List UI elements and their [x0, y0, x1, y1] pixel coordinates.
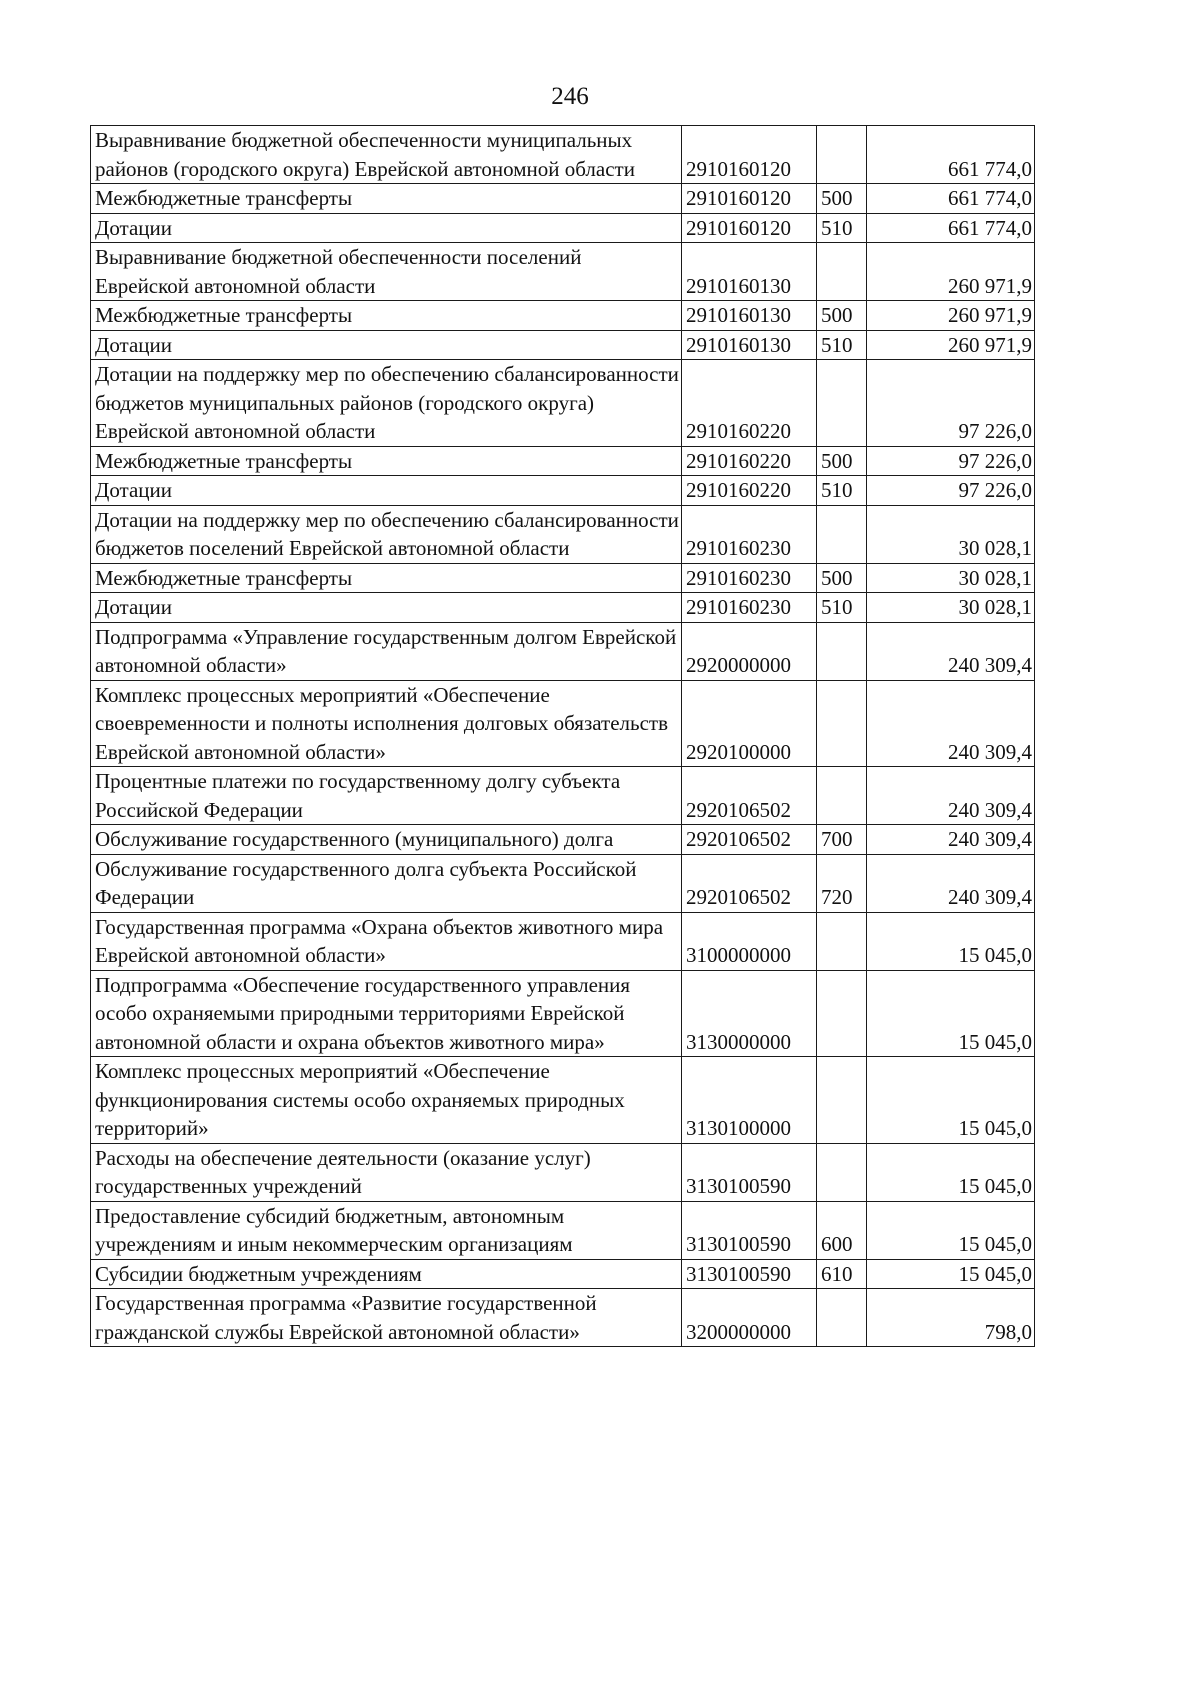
cell-name: Дотации на поддержку мер по обеспечению сбалансированности бюджетов поселений Еврейской автономной области: [91, 505, 682, 563]
cell-expense-type-code: [817, 680, 867, 767]
cell-amount: 240 309,4: [867, 622, 1035, 680]
cell-expense-type-code: [817, 1143, 867, 1201]
cell-expense-type-code: 700: [817, 825, 867, 855]
cell-amount: 15 045,0: [867, 1143, 1035, 1201]
table-row: [91, 301, 1035, 331]
cell-target-article-code: 2910160120: [682, 213, 817, 243]
table-row: [91, 126, 1035, 184]
cell-amount: 260 971,9: [867, 243, 1035, 301]
cell-name: Дотации: [91, 213, 682, 243]
cell-expense-type-code: [817, 126, 867, 184]
cell-amount: 661 774,0: [867, 213, 1035, 243]
cell-target-article-code: 3100000000: [682, 912, 817, 970]
cell-target-article-code: 2910160120: [682, 184, 817, 214]
table-row: [91, 854, 1035, 912]
cell-name: Процентные платежи по государственному долгу субъекта Российской Федерации: [91, 767, 682, 825]
cell-target-article-code: 2910160220: [682, 446, 817, 476]
cell-expense-type-code: [817, 505, 867, 563]
cell-amount: 97 226,0: [867, 476, 1035, 506]
cell-expense-type-code: 500: [817, 446, 867, 476]
cell-amount: 97 226,0: [867, 360, 1035, 447]
budget-table: [90, 125, 1035, 1347]
cell-expense-type-code: 500: [817, 563, 867, 593]
cell-target-article-code: 2920106502: [682, 767, 817, 825]
cell-name: Комплекс процессных мероприятий «Обеспечение функционирования системы особо охраняемых природных территорий»: [91, 1057, 682, 1144]
cell-name: Государственная программа «Охрана объектов животного мира Еврейской автономной области»: [91, 912, 682, 970]
cell-target-article-code: 3130000000: [682, 970, 817, 1057]
cell-name: Выравнивание бюджетной обеспеченности поселений Еврейской автономной области: [91, 243, 682, 301]
cell-expense-type-code: 500: [817, 301, 867, 331]
table-row: [91, 1259, 1035, 1289]
cell-expense-type-code: 500: [817, 184, 867, 214]
cell-expense-type-code: [817, 243, 867, 301]
cell-name: Межбюджетные трансферты: [91, 301, 682, 331]
cell-target-article-code: 2910160130: [682, 301, 817, 331]
table-row: [91, 1289, 1035, 1347]
cell-expense-type-code: 510: [817, 476, 867, 506]
cell-target-article-code: 2910160120: [682, 126, 817, 184]
cell-amount: 30 028,1: [867, 593, 1035, 623]
cell-amount: 798,0: [867, 1289, 1035, 1347]
cell-name: Дотации: [91, 593, 682, 623]
cell-amount: 661 774,0: [867, 184, 1035, 214]
table-row: [91, 330, 1035, 360]
page-number: 246: [551, 83, 589, 110]
cell-expense-type-code: 510: [817, 330, 867, 360]
table-row: [91, 1201, 1035, 1259]
table-row: [91, 593, 1035, 623]
table-row: [91, 505, 1035, 563]
cell-target-article-code: 2910160220: [682, 476, 817, 506]
cell-expense-type-code: 720: [817, 854, 867, 912]
cell-amount: 260 971,9: [867, 330, 1035, 360]
cell-amount: 15 045,0: [867, 1201, 1035, 1259]
cell-name: Дотации: [91, 476, 682, 506]
cell-expense-type-code: 610: [817, 1259, 867, 1289]
table-row: [91, 622, 1035, 680]
cell-target-article-code: 3130100000: [682, 1057, 817, 1144]
cell-name: Дотации: [91, 330, 682, 360]
cell-amount: 240 309,4: [867, 680, 1035, 767]
cell-amount: 240 309,4: [867, 767, 1035, 825]
cell-amount: 30 028,1: [867, 505, 1035, 563]
cell-target-article-code: 2910160130: [682, 243, 817, 301]
cell-target-article-code: 3200000000: [682, 1289, 817, 1347]
budget-table-body: [91, 126, 1035, 1347]
table-row: [91, 446, 1035, 476]
table-row: [91, 213, 1035, 243]
cell-name: Субсидии бюджетным учреждениям: [91, 1259, 682, 1289]
cell-name: Государственная программа «Развитие государственной гражданской службы Еврейской автономной области»: [91, 1289, 682, 1347]
table-row: [91, 912, 1035, 970]
cell-amount: 661 774,0: [867, 126, 1035, 184]
cell-amount: 15 045,0: [867, 970, 1035, 1057]
cell-name: Межбюджетные трансферты: [91, 184, 682, 214]
cell-target-article-code: 2910160230: [682, 593, 817, 623]
cell-name: Дотации на поддержку мер по обеспечению сбалансированности бюджетов муниципальных районов (городского округа) Еврейской автономной области: [91, 360, 682, 447]
table-row: [91, 680, 1035, 767]
cell-target-article-code: 2920106502: [682, 854, 817, 912]
cell-expense-type-code: [817, 767, 867, 825]
cell-target-article-code: 3130100590: [682, 1143, 817, 1201]
cell-name: Комплекс процессных мероприятий «Обеспечение своевременности и полноты исполнения долговых обязательств Еврейской автономной области»: [91, 680, 682, 767]
cell-name: Межбюджетные трансферты: [91, 563, 682, 593]
cell-target-article-code: 3130100590: [682, 1201, 817, 1259]
cell-name: Подпрограмма «Обеспечение государственного управления особо охраняемыми природными территориями Еврейской автономной области и охрана объектов животного мира»: [91, 970, 682, 1057]
cell-expense-type-code: [817, 360, 867, 447]
table-row: [91, 184, 1035, 214]
table-row: [91, 767, 1035, 825]
cell-amount: 97 226,0: [867, 446, 1035, 476]
cell-target-article-code: 2910160230: [682, 505, 817, 563]
cell-amount: 15 045,0: [867, 1259, 1035, 1289]
cell-amount: 15 045,0: [867, 1057, 1035, 1144]
table-row: [91, 1057, 1035, 1144]
cell-target-article-code: 3130100590: [682, 1259, 817, 1289]
cell-target-article-code: 2910160130: [682, 330, 817, 360]
cell-amount: 240 309,4: [867, 854, 1035, 912]
cell-name: Подпрограмма «Управление государственным долгом Еврейской автономной области»: [91, 622, 682, 680]
cell-expense-type-code: [817, 1057, 867, 1144]
table-row: [91, 1143, 1035, 1201]
cell-expense-type-code: [817, 912, 867, 970]
cell-amount: 260 971,9: [867, 301, 1035, 331]
cell-amount: 30 028,1: [867, 563, 1035, 593]
cell-expense-type-code: 510: [817, 213, 867, 243]
cell-name: Межбюджетные трансферты: [91, 446, 682, 476]
cell-amount: 240 309,4: [867, 825, 1035, 855]
table-row: [91, 563, 1035, 593]
table-row: [91, 243, 1035, 301]
cell-target-article-code: 2910160220: [682, 360, 817, 447]
table-row: [91, 825, 1035, 855]
cell-target-article-code: 2920106502: [682, 825, 817, 855]
cell-expense-type-code: [817, 970, 867, 1057]
table-row: [91, 360, 1035, 447]
cell-target-article-code: 2920000000: [682, 622, 817, 680]
table-row: [91, 970, 1035, 1057]
table-row: [91, 476, 1035, 506]
cell-name: Предоставление субсидий бюджетным, автономным учреждениям и иным некоммерческим организациям: [91, 1201, 682, 1259]
cell-expense-type-code: [817, 622, 867, 680]
cell-target-article-code: 2910160230: [682, 563, 817, 593]
cell-expense-type-code: 510: [817, 593, 867, 623]
cell-target-article-code: 2920100000: [682, 680, 817, 767]
cell-name: Обслуживание государственного (муниципального) долга: [91, 825, 682, 855]
cell-name: Обслуживание государственного долга субъекта Российской Федерации: [91, 854, 682, 912]
cell-expense-type-code: 600: [817, 1201, 867, 1259]
cell-name: Выравнивание бюджетной обеспеченности муниципальных районов (городского округа) Еврейской автономной области: [91, 126, 682, 184]
cell-amount: 15 045,0: [867, 912, 1035, 970]
cell-expense-type-code: [817, 1289, 867, 1347]
cell-name: Расходы на обеспечение деятельности (оказание услуг) государственных учреждений: [91, 1143, 682, 1201]
